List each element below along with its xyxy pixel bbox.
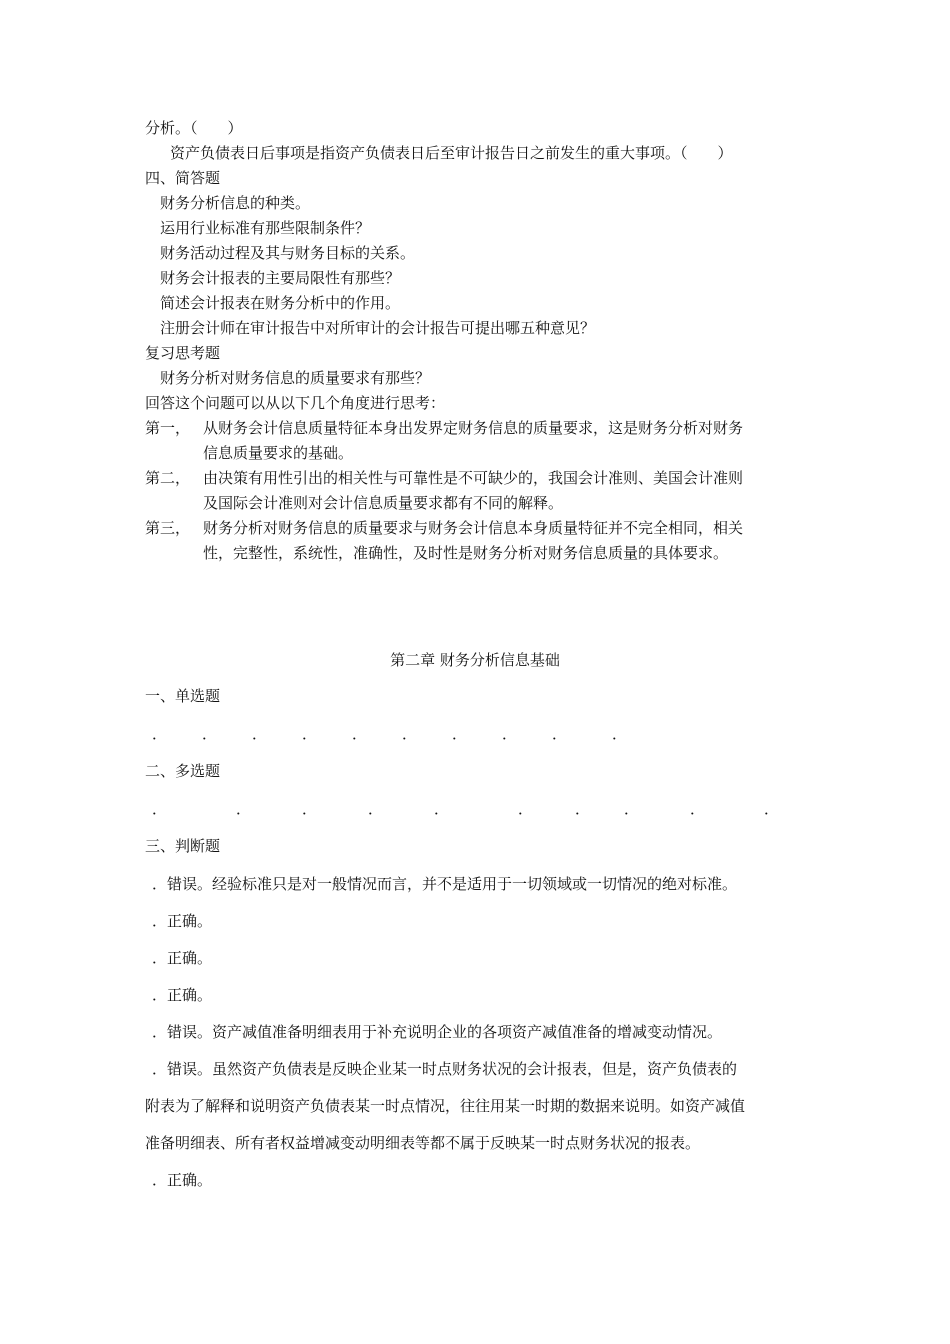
chapter-title: 第二章 财务分析信息基础 bbox=[390, 651, 560, 669]
answer-dot: ． bbox=[502, 725, 518, 743]
review-point-text: 及国际会计准则对会计信息质量要求都有不同的解释。 bbox=[203, 494, 564, 512]
true-false-item: ．正确。 bbox=[152, 949, 213, 967]
single-choice-heading: 一、单选题 bbox=[145, 687, 221, 705]
multi-choice-heading: 二、多选题 bbox=[145, 762, 221, 780]
review-question: 财务分析对财务信息的质量要求有那些？ bbox=[160, 369, 431, 387]
review-intro: 回答这个问题可以从以下几个角度进行思考： bbox=[145, 394, 446, 412]
true-false-item: ．错误。资产减值准备明细表用于补充说明企业的各项资产减值准备的增减变动情况。 bbox=[152, 1023, 723, 1041]
intro-line-2: 资产负债表日后事项是指资产负债表日后至审计报告日之前发生的重大事项。（ ） bbox=[170, 144, 733, 162]
answer-dot: ． bbox=[764, 800, 780, 818]
answer-dot: ． bbox=[302, 725, 318, 743]
short-answer-item: 财务活动过程及其与财务目标的关系。 bbox=[160, 244, 416, 262]
review-point-label: 第二， bbox=[145, 469, 191, 487]
short-answer-item: 财务分析信息的种类。 bbox=[160, 194, 311, 212]
answer-dot: ． bbox=[202, 725, 218, 743]
answer-dot: ． bbox=[575, 800, 591, 818]
review-point-text: 财务分析对财务信息的质量要求与财务会计信息本身质量特征并不完全相同，相关 bbox=[203, 519, 744, 537]
true-false-item-long-line: ．错误。虽然资产负债表是反映企业某一时点财务状况的会计报表，但是，资产负债表的 bbox=[152, 1060, 738, 1078]
short-answer-item: 简述会计报表在财务分析中的作用。 bbox=[160, 294, 401, 312]
true-false-item-long-line: 附表为了解释和说明资产负债表某一时点情况，往往用某一时期的数据来说明。如资产减值 bbox=[145, 1097, 746, 1115]
true-false-item: ．正确。 bbox=[152, 986, 213, 1004]
answer-dot: ． bbox=[612, 725, 628, 743]
answer-dot: ． bbox=[368, 800, 384, 818]
review-heading: 复习思考题 bbox=[145, 344, 221, 362]
review-point-label: 第一， bbox=[145, 419, 191, 437]
answer-dot: ． bbox=[152, 725, 168, 743]
review-point-text: 性，完整性，系统性，准确性，及时性是财务分析对财务信息质量的具体要求。 bbox=[203, 544, 729, 562]
answer-dot: ． bbox=[352, 725, 368, 743]
answer-dot: ． bbox=[152, 800, 168, 818]
true-false-item: ．错误。经验标准只是对一般情况而言，并不是适用于一切领域或一切情况的绝对标准。 bbox=[152, 875, 738, 893]
answer-dot: ． bbox=[252, 725, 268, 743]
answer-dot: ． bbox=[690, 800, 706, 818]
review-point-text: 从财务会计信息质量特征本身出发界定财务信息的质量要求，这是财务分析对财务 bbox=[203, 419, 744, 437]
single-choice-answers bbox=[0, 724, 950, 744]
true-false-item: ．正确。 bbox=[152, 1171, 213, 1189]
true-false-heading: 三、判断题 bbox=[145, 837, 221, 855]
answer-dot: ． bbox=[434, 800, 450, 818]
section-4-heading: 四、简答题 bbox=[145, 169, 221, 187]
multi-choice-answers bbox=[0, 799, 950, 819]
short-answer-item: 财务会计报表的主要局限性有那些？ bbox=[160, 269, 401, 287]
true-false-item-long-line: 准备明细表、所有者权益增减变动明细表等都不属于反映某一时点财务状况的报表。 bbox=[145, 1134, 701, 1152]
review-point-text: 由决策有用性引出的相关性与可靠性是不可缺少的，我国会计准则、美国会计准则 bbox=[203, 469, 744, 487]
review-point-label: 第三， bbox=[145, 519, 191, 537]
answer-dot: ． bbox=[402, 725, 418, 743]
answer-dot: ． bbox=[552, 725, 568, 743]
intro-line-1: 分析。（ ） bbox=[145, 119, 243, 137]
answer-dot: ． bbox=[302, 800, 318, 818]
review-point-text: 信息质量要求的基础。 bbox=[203, 444, 354, 462]
answer-dot: ． bbox=[236, 800, 252, 818]
true-false-item: ．正确。 bbox=[152, 912, 213, 930]
answer-dot: ． bbox=[624, 800, 640, 818]
answer-dot: ． bbox=[518, 800, 534, 818]
answer-dot: ． bbox=[452, 725, 468, 743]
short-answer-item: 运用行业标准有那些限制条件？ bbox=[160, 219, 371, 237]
short-answer-item: 注册会计师在审计报告中对所审计的会计报告可提出哪五种意见？ bbox=[160, 319, 596, 337]
